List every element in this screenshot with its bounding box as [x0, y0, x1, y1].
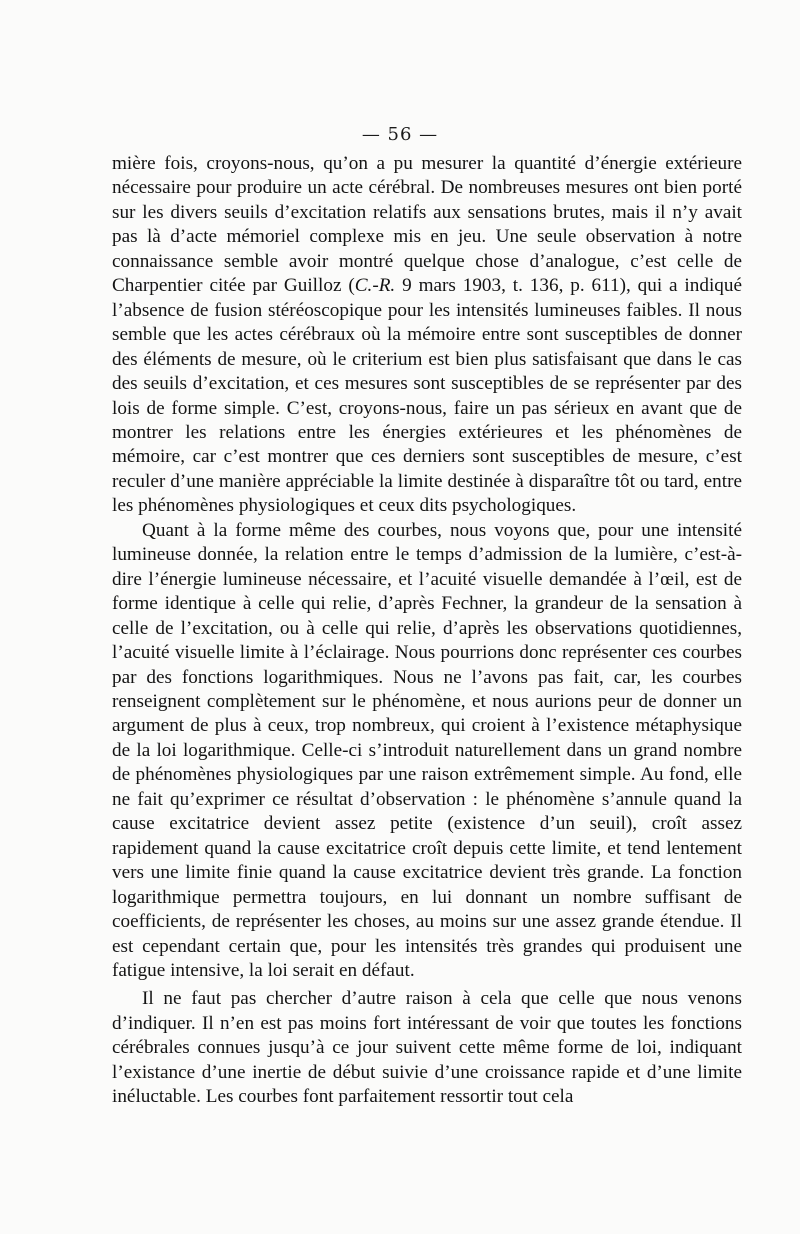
- paragraph-3: Il ne faut pas chercher d’autre raison à cela que celle que nous venons d’indiquer. Il n’en est pas moins fort intéressant de voir que toutes les fonctions cérébrales connues jusqu’à ce jour suivent cette même forme de loi, indiquant l’existance d’une inertie de début suivie d’une croissance rapide et d’une limite inéluctable. Les courbes font parfaitement ressortir tout cela: [112, 988, 742, 1108]
- paragraph-1-text-after: 9 mars 1903, t. 136, p. 611), qui a indiqué l’absence de fusion stéréoscopique pour les intensités lumineuses faibles. Il nous semble que les actes cérébraux où la mémoire entre sont susceptibles de donner des éléments de mesure, où le criterium est bien plus satisfaisant que dans le cas des seuils d’excitation, et ces mesures sont susceptibles de se représenter par des lois de forme simple. C’est, croyons-nous, faire un pas sérieux en avant que de montrer les relations entre les énergies extérieures et les phénomènes de mémoire, car c’est montrer que ces derniers sont susceptibles de mesure, c’est reculer d’une manière appréciable la limite destinée à disparaître tôt ou tard, entre les phénomènes physiologiques et ceux dits psychologiques.: [112, 275, 742, 517]
- paragraph-1: [112, 152, 742, 519]
- paragraph-1-text-before: mière fois, croyons-nous, qu’on a pu mesurer la quantité d’énergie extérieure nécessaire pour produire un acte cérébral. De nombreuses mesures ont bien porté sur les divers seuils d’excitation relatifs aux sensations brutes, mais il n’y avait pas là d’acte mémoriel complexe mis en jeu. Une seule observation à notre connaissance semble avoir montré quelque chose d’analogue, c’est celle de Charpentier citée par Guilloz (: [112, 153, 742, 297]
- paragraph-2: Quant à la forme même des courbes, nous voyons que, pour une intensité lumineuse donnée, la relation entre le temps d’admission de la lumière, c’est-à-dire l’énergie lumineuse nécessaire, et l’acuité visuelle demandée à l’œil, est de forme identique à celle qui relie, d’après Fechner, la grandeur de la sensation à celle de l’excitation, ou à celle qui relie, d’après les observations quotidiennes, l’acuité visuelle limite à l’éclairage. Nous pourrions donc représenter ces courbes par des fonctions logarithmiques. Nous ne l’avons pas fait, car, les courbes renseignent complètement sur le phénomène, et nous aurions peur de donner un argument de plus à ceux, trop nombreux, qui croient à l’existence métaphysique de la loi logarithmique. Celle-ci s’introduit naturellement dans un grand nombre de phénomènes physiologiques par une raison extrêmement simple. Au fond, elle ne fait qu’exprimer ce résultat d’observation : le phénomène s’annule quand la cause excitatrice devient assez petite (existence d’un seuil), croît assez rapidement quand la cause excitatrice croît depuis cette limite, et tend lentement vers une limite finie quand la cause excitatrice devient très grande. La fonction logarithmique permettra toujours, en lui donnant un nombre suffisant de coefficients, de représenter les choses, au moins sur une assez grande étendue. Il est cependant certain que, pour les intensités très grandes qui produisent une fatigue intensive, la loi serait en défaut.: [112, 519, 742, 981]
- page-number: — 56 —: [361, 124, 439, 145]
- paragraph-1-reference: C.-R.: [354, 275, 396, 297]
- body-text: [112, 152, 742, 1110]
